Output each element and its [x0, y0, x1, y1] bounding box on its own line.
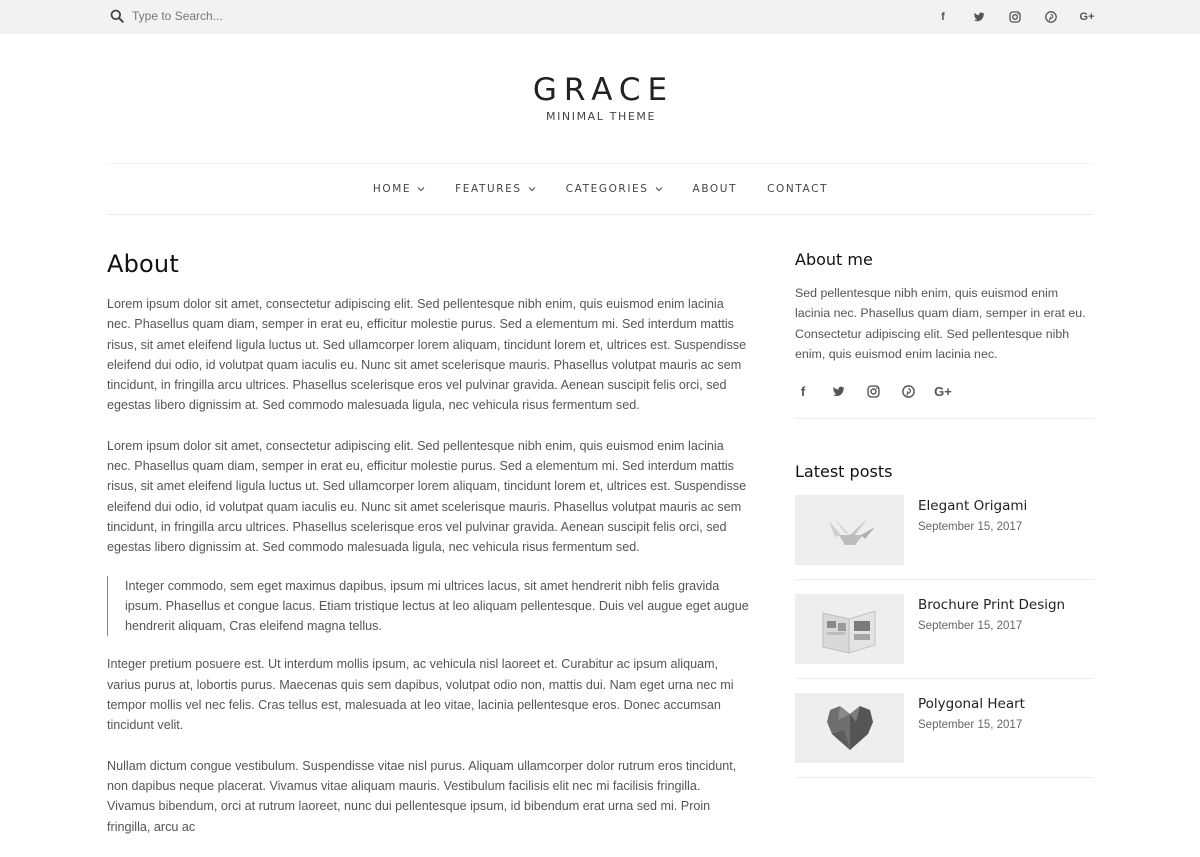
- latest-post-item[interactable]: [795, 594, 1094, 679]
- twitter-icon[interactable]: [830, 383, 846, 399]
- instagram-icon[interactable]: [865, 383, 881, 399]
- chevron-down-icon: [655, 185, 663, 193]
- google-plus-icon[interactable]: G+: [934, 383, 952, 399]
- widget-title: About me: [795, 250, 873, 269]
- chevron-down-icon: [417, 185, 425, 193]
- pinterest-icon[interactable]: [1044, 10, 1058, 24]
- main-navigation: [107, 163, 1094, 215]
- pinterest-icon[interactable]: [900, 383, 916, 399]
- nav-item-categories[interactable]: [566, 183, 663, 195]
- nav-item-label: CATEGORIES: [565, 183, 649, 195]
- body-paragraph: Lorem ipsum dolor sit amet, consectetur adipiscing elit. Sed pellentesque nibh enim, quis euismod enim lacinia nec. Phasellus quam diam, semper in erat eu, efficitur molestie purus. Sed a elementum mi. Sed interdum mattis risus, sit amet eleifend ligula luctus ut. Sed ullamcorper lorem aliquam, tincidunt lorem et, ultrices est. Suspendisse eleifend dui odio, id volutpat quam iaculis eu. Nunc sit amet scelerisque mauris. Phasellus volutpat mauris ac sem tincidunt, in fringilla arcu ultrices. Phasellus scelerisque eros vel pulvinar gravida. Aenean suscipit felis orci, sed egestas libero dignissim at. Sed commodo malesuada ligula, nec vehicula risus fermentum sed.: [107, 438, 747, 555]
- search-icon[interactable]: [110, 9, 124, 23]
- nav-item-label: CONTACT: [767, 183, 829, 195]
- facebook-icon[interactable]: f: [941, 10, 945, 23]
- nav-item-home[interactable]: [373, 183, 425, 195]
- page-title: About: [107, 250, 179, 278]
- instagram-icon[interactable]: [1008, 10, 1022, 24]
- site-logo[interactable]: [0, 72, 1200, 123]
- top-bar: [0, 0, 1200, 34]
- quote-text: Integer commodo, sem eget maximus dapibus, ipsum mi ultrices lacus, sit amet hendrerit nibh felis gravida ipsum. Phasellus et congue lacus. Etiam tristique lectus at leo aliquam pellentesque. Duis vel augue eget augue hendrerit aliquam, Cras eleifend magna tellus.: [125, 578, 749, 634]
- brochure-thumbnail[interactable]: [795, 594, 904, 664]
- post-title[interactable]: Elegant Origami: [918, 498, 1028, 515]
- nav-item-about[interactable]: [693, 183, 738, 195]
- about-widget: [795, 250, 1094, 419]
- nav-item-contact[interactable]: [767, 183, 828, 195]
- polygonal-heart-thumbnail[interactable]: [795, 693, 904, 763]
- post-date: September 15, 2017: [918, 620, 1023, 633]
- main-content: [107, 250, 749, 857]
- chevron-down-icon: [528, 185, 536, 193]
- site-title[interactable]: GRACE: [532, 72, 675, 108]
- body-paragraph: Lorem ipsum dolor sit amet, consectetur adipiscing elit. Sed pellentesque nibh enim, quis euismod enim lacinia nec. Phasellus quam diam, semper in erat eu, efficitur molestie purus. Sed a elementum mi. Sed interdum mattis risus, sit amet eleifend ligula luctus ut. Sed ullamcorper lorem aliquam, tincidunt lorem et, ultrices est. Suspendisse eleifend dui odio, id volutpat quam iaculis eu. Nunc sit amet scelerisque mauris. Phasellus volutpat mauris ac sem tincidunt, in fringilla arcu ultrices. Phasellus scelerisque eros vel pulvinar gravida. Aenean suscipit felis orci, sed egestas libero dignissim at. Sed commodo malesuada ligula, nec vehicula risus fermentum sed.: [107, 297, 747, 413]
- search-input[interactable]: [132, 9, 332, 23]
- top-social-links: [936, 10, 1094, 24]
- post-date: September 15, 2017: [918, 719, 1023, 732]
- post-title[interactable]: Brochure Print Design: [918, 597, 1066, 614]
- latest-post-item[interactable]: [795, 693, 1094, 778]
- site-tagline: MINIMAL THEME: [545, 110, 657, 123]
- facebook-icon[interactable]: f: [800, 383, 806, 399]
- body-paragraph: Integer pretium posuere est. Ut interdum mollis ipsum, ac vehicula nisl laoreet et. Curabitur ac ipsum aliquam, varius purus at, lobortis purus. Maecenas quis sem dapibus, volutpat odio non, mattis dui. Nam eget urna nec mi tempor mollis vel nec felis. Cras tellus est, malesuada at leo vitae, lacinia pellentesque eros. Donec accumsan tincidunt velit.: [107, 657, 734, 733]
- nav-item-label: HOME: [372, 183, 412, 195]
- latest-posts-widget: [795, 462, 1094, 778]
- search-box[interactable]: [110, 9, 332, 23]
- nav-item-label: ABOUT: [692, 183, 738, 195]
- nav-item-features[interactable]: [455, 183, 536, 195]
- nav-item-label: FEATURES: [455, 183, 522, 195]
- post-title[interactable]: Polygonal Heart: [918, 696, 1025, 713]
- widget-title: Latest posts: [795, 462, 893, 482]
- blockquote: [107, 576, 749, 637]
- latest-post-item[interactable]: [795, 495, 1094, 580]
- body-paragraph: Nullam dictum congue vestibulum. Suspendisse vitae nisl purus. Aliquam ullamcorper dolor rutrum eros tincidunt, non dapibus neque placerat. Vivamus vitae aliquam mauris. Vestibulum facilisis elit nec mi facilisis fringilla. Vivamus bibendum, orci at rutrum laoreet, nunc dui pellentesque ipsum, id bibendum erat urna sed mi. Proin fringilla, arcu ac: [107, 758, 737, 834]
- sidebar: [795, 250, 1094, 792]
- origami-crane-thumbnail[interactable]: [795, 495, 904, 565]
- twitter-icon[interactable]: [972, 10, 986, 24]
- about-text: Sed pellentesque nibh enim, quis euismod enim lacinia nec. Phasellus quam diam, semper in erat eu. Consectetur adipiscing elit. Sed pellentesque nibh enim, quis euismod enim lacinia nec.: [795, 286, 1086, 361]
- post-date: September 15, 2017: [918, 521, 1023, 534]
- sidebar-social-links: [795, 383, 1094, 419]
- google-plus-icon[interactable]: G+: [1079, 10, 1095, 23]
